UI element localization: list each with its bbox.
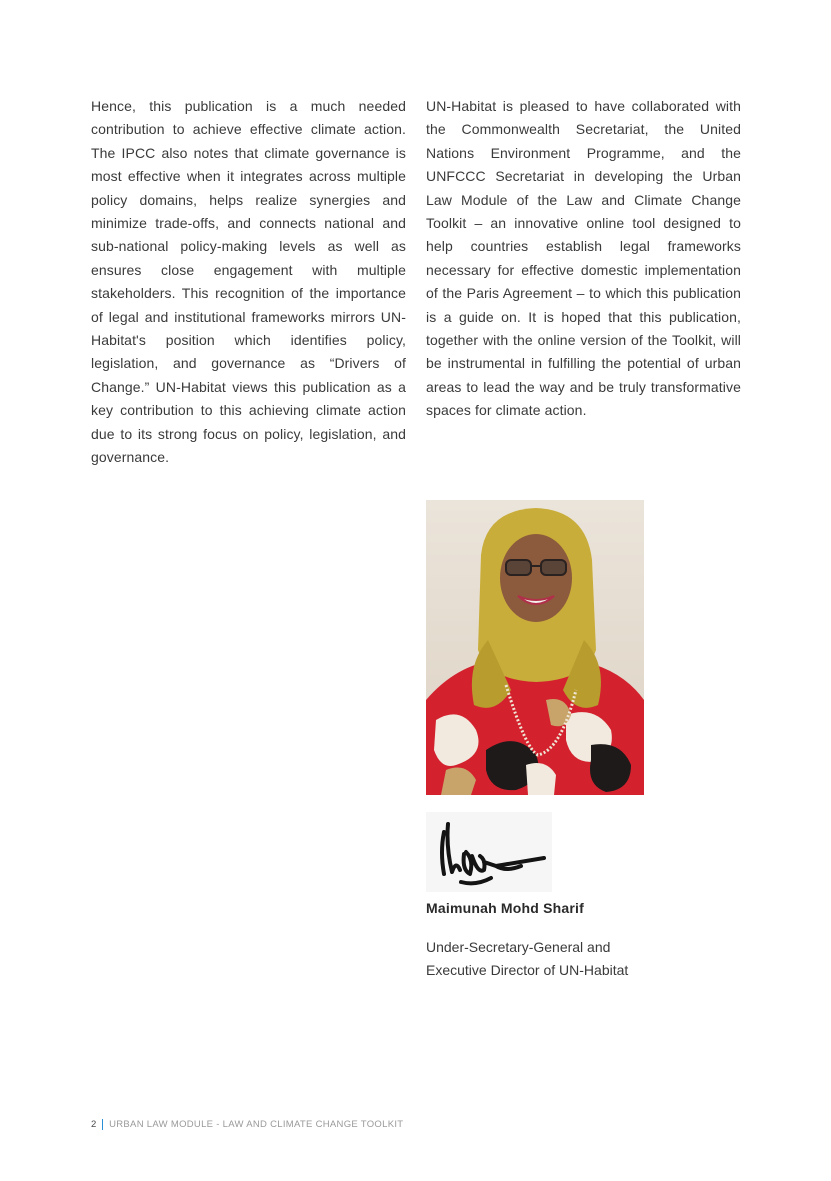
page-footer bbox=[91, 1119, 403, 1130]
left-paragraph: Hence, this publication is a much needed contribution to achieve effective climate action. The IPCC also notes that climate governance is most effective when it integrates across multiple policy domains, helps realize synergies and minimize trade-offs, and connects national and sub-national policy-making levels as well as ensures close engagement with multiple stakeholders. This recognition of the importance of legal and institutional frameworks mirrors UN-Habitat's position which identifies policy, legislation, and governance as “Drivers of Change.” UN-Habitat views this publication as a key contribution to this achieving climate action due to its strong focus on policy, legislation, and governance. bbox=[91, 98, 406, 466]
handwritten-signature bbox=[426, 812, 552, 892]
page-number: 2 bbox=[91, 1119, 97, 1130]
signatory-title-line-1: Under-Secretary-General and bbox=[426, 939, 611, 955]
running-title: URBAN LAW MODULE - LAW AND CLIMATE CHANGE TOOLKIT bbox=[109, 1119, 404, 1130]
left-text-column bbox=[91, 95, 406, 470]
signatory-title-line-2: Executive Director of UN-Habitat bbox=[426, 962, 629, 979]
signatory-name: Maimunah Mohd Sharif bbox=[426, 900, 584, 916]
right-paragraph: UN-Habitat is pleased to have collaborated with the Commonwealth Secretariat, the United Nations Environment Programme, and the UNFCCC Secretariat in developing the Urban Law Module of the Law and Climate Change Toolkit – an innovative online tool designed to help countries establish legal frameworks necessary for effective domestic implementation of the Paris Agreement – to which this publication is a guide on. It is hoped that this publication, together with the online version of the Toolkit, will be instrumental in fulfilling the potential of urban areas to lead the way and be truly transformative spaces for climate action. bbox=[426, 98, 741, 419]
signatory-portrait bbox=[426, 500, 644, 795]
footer-divider bbox=[102, 1119, 104, 1130]
right-text-column bbox=[426, 95, 741, 423]
signatory-title bbox=[426, 936, 686, 983]
